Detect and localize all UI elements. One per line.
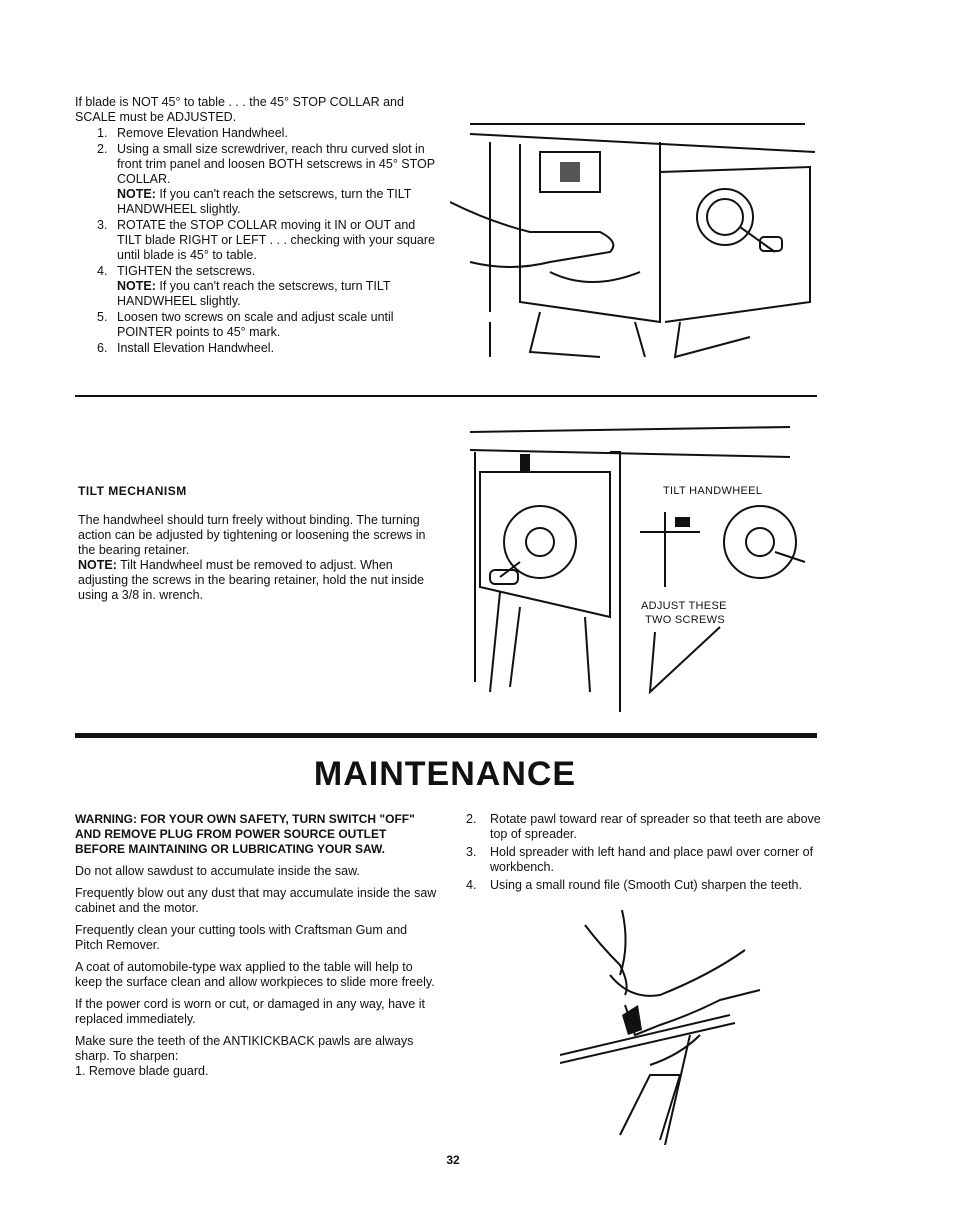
list-item: 3. ROTATE the STOP COLLAR moving it IN or OUT and TILT blade RIGHT or LEFT . . . checking with your square until blade is 45° to table. xyxy=(97,218,435,262)
maintenance-paragraph: Frequently clean your cutting tools with Craftsman Gum and Pitch Remover. xyxy=(75,923,408,952)
tilt-paragraph: The handwheel should turn freely without binding. The turning action can be adjusted by tightening or loosening the screws in the bearing retainer. xyxy=(78,513,426,557)
page-number: 32 xyxy=(446,1153,460,1167)
pawl-sharpening-illustration xyxy=(560,905,780,1145)
maintenance-paragraph: Make sure the teeth of the ANTIKICKBACK pawls are always sharp. To sharpen: xyxy=(75,1034,414,1063)
intro-lead: If blade is NOT 45° to table . . . the 45° STOP COLLAR and SCALE must be ADJUSTED. xyxy=(75,95,404,124)
list-item: 2. Rotate pawl toward rear of spreader so that teeth are above top of spreader. xyxy=(466,812,821,841)
tilt-mechanism-section xyxy=(78,484,438,603)
stop-collar-instructions xyxy=(75,95,437,356)
note: NOTE: If you can't reach the setscrews, turn TILT HANDWHEEL slightly. xyxy=(117,279,391,308)
list-item: 4. TIGHTEN the setscrews. xyxy=(97,264,256,278)
page-title: MAINTENANCE xyxy=(313,755,577,793)
list-item: 6. Install Elevation Handwheel. xyxy=(97,341,275,355)
maintenance-paragraph: A coat of automobile-type wax applied to the table will help to keep the surface clean and allow workpieces to slide more freely. xyxy=(75,960,435,989)
list-item: 5. Loosen two screws on scale and adjust scale until POINTER points to 45° mark. xyxy=(97,310,394,339)
maintenance-paragraph: Frequently blow out any dust that may accumulate inside the saw cabinet and the motor. xyxy=(75,886,437,915)
list-item: 2. Using a small size screwdriver, reach thru curved slot in front trim panel and loosen BOTH setscrews in 45° STOP COLLAR. xyxy=(97,142,435,186)
section-divider-thick xyxy=(75,733,817,738)
adjust-screws-caption-line1: ADJUST THESE xyxy=(641,600,727,612)
tilt-note: NOTE: Tilt Handwheel must be removed to adjust. When adjusting the screws in the bearing retainer, hold the nut inside using a 3/8 in. wrench. xyxy=(78,558,425,602)
note: NOTE: If you can't reach the setscrews, turn the TILT HANDWHEEL slightly. xyxy=(117,187,412,216)
list-item: 3. Hold spreader with left hand and place pawl over corner of workbench. xyxy=(466,845,814,874)
warning-text: WARNING: FOR YOUR OWN SAFETY, TURN SWITCH "OFF" AND REMOVE PLUG FROM POWER SOURCE OUTLET BEFORE MAINTAINING OR LUBRICATING YOUR SAW. xyxy=(75,812,415,856)
maintenance-paragraph: Do not allow sawdust to accumulate inside the saw. xyxy=(75,864,360,878)
list-item: 4. Using a small round file (Smooth Cut) sharpen the teeth. xyxy=(466,878,802,892)
maintenance-right-column xyxy=(466,812,828,896)
maintenance-left-column xyxy=(75,812,437,1086)
list-item: 1. Remove Elevation Handwheel. xyxy=(97,126,288,140)
tilt-handwheel-caption: TILT HANDWHEEL xyxy=(663,485,763,497)
tilt-handwheel-illustration xyxy=(460,412,830,712)
stop-collar-illustration xyxy=(450,112,820,362)
list-item: 1. Remove blade guard. xyxy=(75,1064,209,1078)
maintenance-paragraph: If the power cord is worn or cut, or damaged in any way, have it replaced immediately. xyxy=(75,997,425,1026)
adjust-screws-caption-line2: TWO SCREWS xyxy=(645,614,725,626)
section-divider xyxy=(75,395,817,397)
tilt-heading: TILT MECHANISM xyxy=(78,484,187,498)
